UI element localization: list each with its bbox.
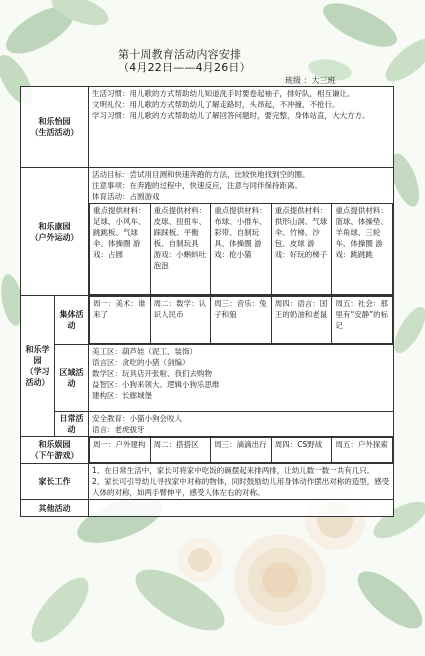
row-learning-daily [21,412,394,437]
row-learning-area [21,345,394,412]
group-day: 周四：语言：国王的奶油和老鼠 [271,297,332,344]
outdoor-head [21,168,89,296]
home-content [89,464,394,500]
group-content [89,296,394,345]
group-days-table [89,296,393,344]
outdoor-line: 注意事项：在奔跑的过程中，快速反应，注意与同伴保持距离。 [92,181,302,190]
area-line: 益智区：小狗来领大、逻辑小狗乐思维 [92,380,220,389]
material-cell: 重点提供材料：拱形山洞、气球伞、竹梯、沙包、皮球 游戏：好玩的梯子 [271,204,332,295]
row-outdoor [21,168,394,296]
group-day: 周二：数学：认识人民币 [150,297,211,344]
life-item: 学习习惯：用儿歌的方式帮助幼儿了解回答问题时，要完整，身体站直，大大方方。 [92,111,370,120]
area-line: 数学区：玩具店开张啦、我们去购物 [92,369,212,378]
life-head [21,87,89,168]
other-content [89,500,394,517]
class-label: 班级 ：大三班 [285,76,336,85]
play-days-table [89,437,393,463]
area-line: 美工区：葫芦娃（泥工、装饰） [92,347,197,356]
other-head: 其他活动 [21,500,89,517]
material-cell: 重点提供材料：足球、小风车、跳跳板、气球伞、体操圈 游戏：占圆 [90,204,151,295]
row-learning-group [21,296,394,345]
row-other [21,500,394,517]
play-day: 周四：CS野战 [271,438,332,463]
group-day: 周三：音乐：兔子和狼 [211,297,272,344]
life-head-text: 和乐怡园 （生活活动） [30,117,79,137]
area-line: 建构区：长廊城堡 [92,391,152,400]
play-day: 周一：户外建构 [90,438,151,463]
play-head [21,437,89,464]
area-line: 语言区：贪吃的小猪（剑编） [92,358,190,367]
outdoor-line: 活动目标：尝试用目测和快速奔跑的方法，比较快地找到空的圈。 [92,170,310,179]
learning-head-text: 和乐学园 （学习活动） [25,345,50,387]
life-item: 生活习惯：用儿歌的方式帮助幼儿知道洗手时要卷起袖子，排好队，相互谦让。 [92,89,355,98]
play-day: 周三：滴滴出行 [211,438,272,463]
play-content [89,437,394,464]
title-line-1: 第十周教育活动内容安排 [118,48,242,61]
home-line: 2、家长可引导幼儿寻找家中对称的物体，同时鼓励幼儿用身体动作摆出对称的造型，感受人体的对称，如两手臂伸平，感受人体左右的对称。 [92,477,390,497]
life-item: 文明礼仪：用儿歌的方式帮助幼儿了解走路时，头昂起，不冲撞，不抢行。 [92,100,340,109]
page-title [118,48,278,74]
daily-content [89,412,394,437]
outdoor-content [89,168,394,296]
group-label: 集体活动 [55,296,89,345]
outdoor-materials-table [89,203,393,295]
learning-head [21,296,55,437]
area-label: 区域活动 [55,345,89,412]
schedule-table [20,86,394,517]
daily-line: 安全教育：小猫小狗会咬人 [92,414,182,423]
outdoor-lines [89,168,393,203]
outdoor-line: 体育活动：占圆游戏 [92,192,160,201]
row-life [21,87,394,168]
title-line-2: （4月22日——4月26日） [118,61,251,74]
material-cell: 重点提供材料：布球、小推车、彩带、自制玩具、体操圈 游戏：抢小猫 [211,204,272,295]
row-home [21,464,394,500]
play-day: 周二：搭搭区 [150,438,211,463]
home-head: 家长工作 [21,464,89,500]
life-content [89,87,394,168]
area-content [89,345,394,412]
row-play [21,437,394,464]
play-day: 周五：户外探索 [332,438,393,463]
group-day: 周一：美术：谁来了 [90,297,151,344]
outdoor-head-text: 和乐康园 （户外运动） [30,221,79,242]
play-head-text: 和乐娱园 （下午游戏） [30,440,79,460]
material-cell: 重点提供材料：篮球、体操垫、羊角球、三轮车、体操圈 游戏：跳跳跳 [332,204,393,295]
home-line: 1、在日常生活中，家长可将家中吃饭的碗摆起来排两排，让幼儿数一数一共有几只。 [92,466,375,475]
daily-label: 日常活动 [55,412,89,437]
material-cell: 重点提供材料：皮球、扭扭车、踩踩板、平衡板、自制玩具 游戏：小蝌蚪吐泡泡 [150,204,211,295]
group-day: 周五：社会：那里有“安静”的标记 [332,297,393,344]
daily-line: 语言：老虎拔牙 [92,425,145,434]
